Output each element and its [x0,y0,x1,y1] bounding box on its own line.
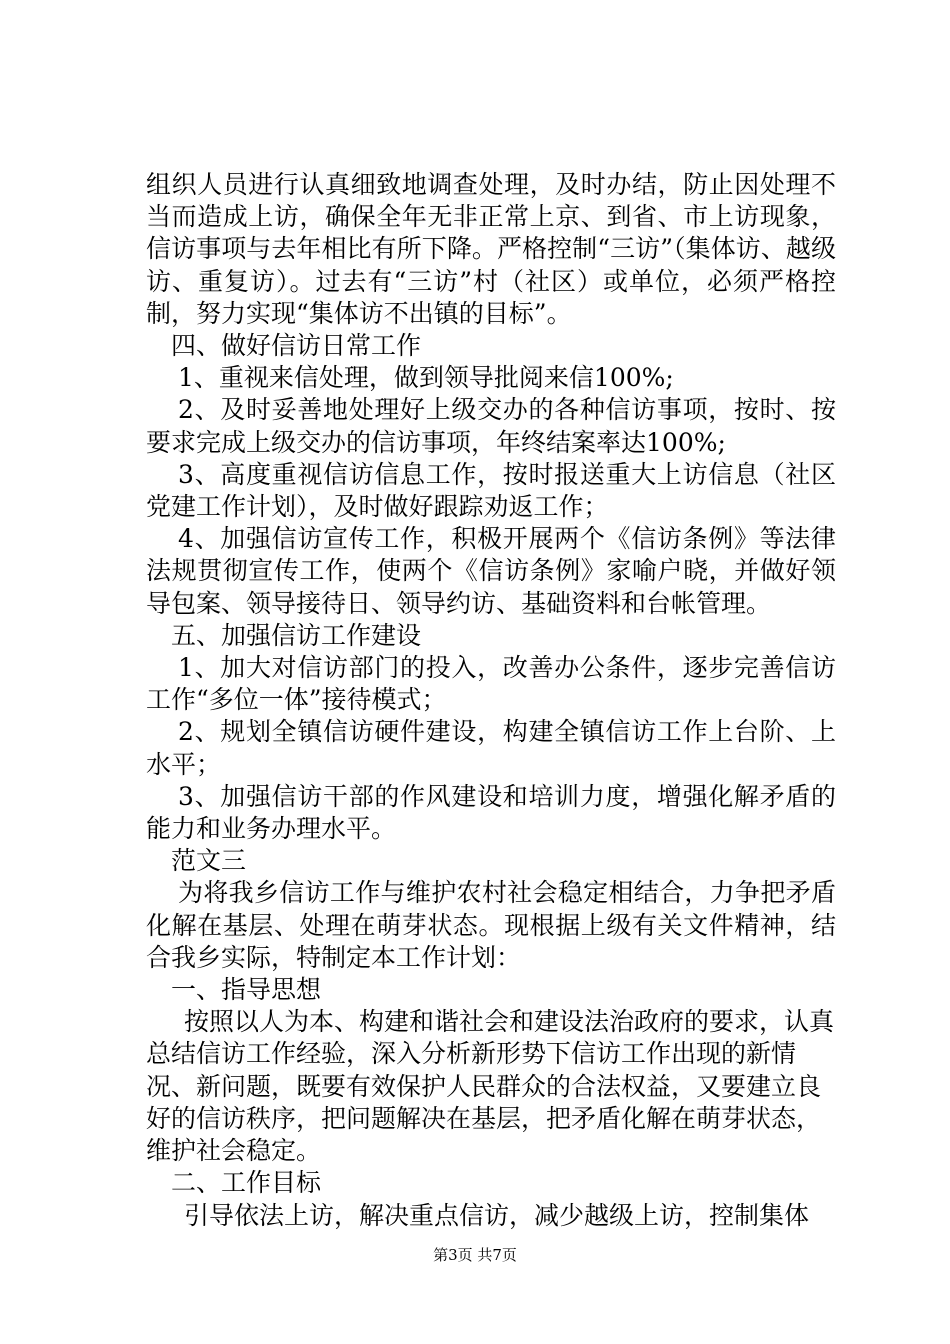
paragraph: 2、规划全镇信访硬件建设，构建全镇信访工作上台阶、上水平； [146,717,836,779]
paragraph: 3、加强信访干部的作风建设和培训力度，增强化解矛盾的能力和业务办理水平。 [146,781,836,844]
paragraph: 1、重视来信处理，做到领导批阅来信100%; [178,363,674,393]
paragraph: 组织人员进行认真细致地调查处理，及时办结，防止因处理不当而造成上访，确保全年无非正常上京、到省、市上访现象，信访事项与去年相比有所下降。严格控制“三访”（集体访、越级访、重复访）。过去有“三访”村（社区）或单位，必须严格控制，努力实现“集体访不出镇的目标”。 [146,170,836,328]
paragraph: 二、工作目标 [171,1168,322,1198]
paragraph: 引导依法上访，解决重点信访，减少越级上访，控制集体 [184,1200,810,1230]
paragraph: 五、加强信访工作建设 [171,620,422,650]
paragraph: 四、做好信访日常工作 [171,331,422,361]
paragraph: 4、加强信访宣传工作，积极开展两个《信访条例》等法律法规贯彻宣传工作，使两个《信访条例》家喻户晓，并做好领导包案、领导接待日、领导约访、基础资料和台帐管理。 [146,524,836,618]
paragraph: 2、及时妥善地处理好上级交办的各种信访事项，按时、按要求完成上级交办的信访事项，年终结案率达100%; [146,395,836,457]
paragraph: 一、指导思想 [171,975,322,1005]
paragraph: 范文三 [171,846,247,876]
document-body [146,169,836,1232]
paragraph: 1、加大对信访部门的投入，改善办公条件，逐步完善信访工作“多位一体”接待模式； [146,653,836,715]
paragraph: 3、高度重视信访信息工作，按时报送重大上访信息（社区党建工作计划），及时做好跟踪劝返工作； [146,459,836,522]
page-number-footer: 第3页 共7页 [433,1246,517,1264]
paragraph: 按照以人为本、构建和谐社会和建设法治政府的要求，认真总结信访工作经验，深入分析新形势下信访工作出现的新情况、新问题，既要有效保护人民群众的合法权益，又要建立良好的信访秩序，把问题解决在基层，把矛盾化解在萌芽状态，维护社会稳定。 [146,1007,835,1166]
paragraph: 为将我乡信访工作与维护农村社会稳定相结合，力争把矛盾化解在基层、处理在萌芽状态。现根据上级有关文件精神，结合我乡实际，特制定本工作计划： [146,878,836,972]
